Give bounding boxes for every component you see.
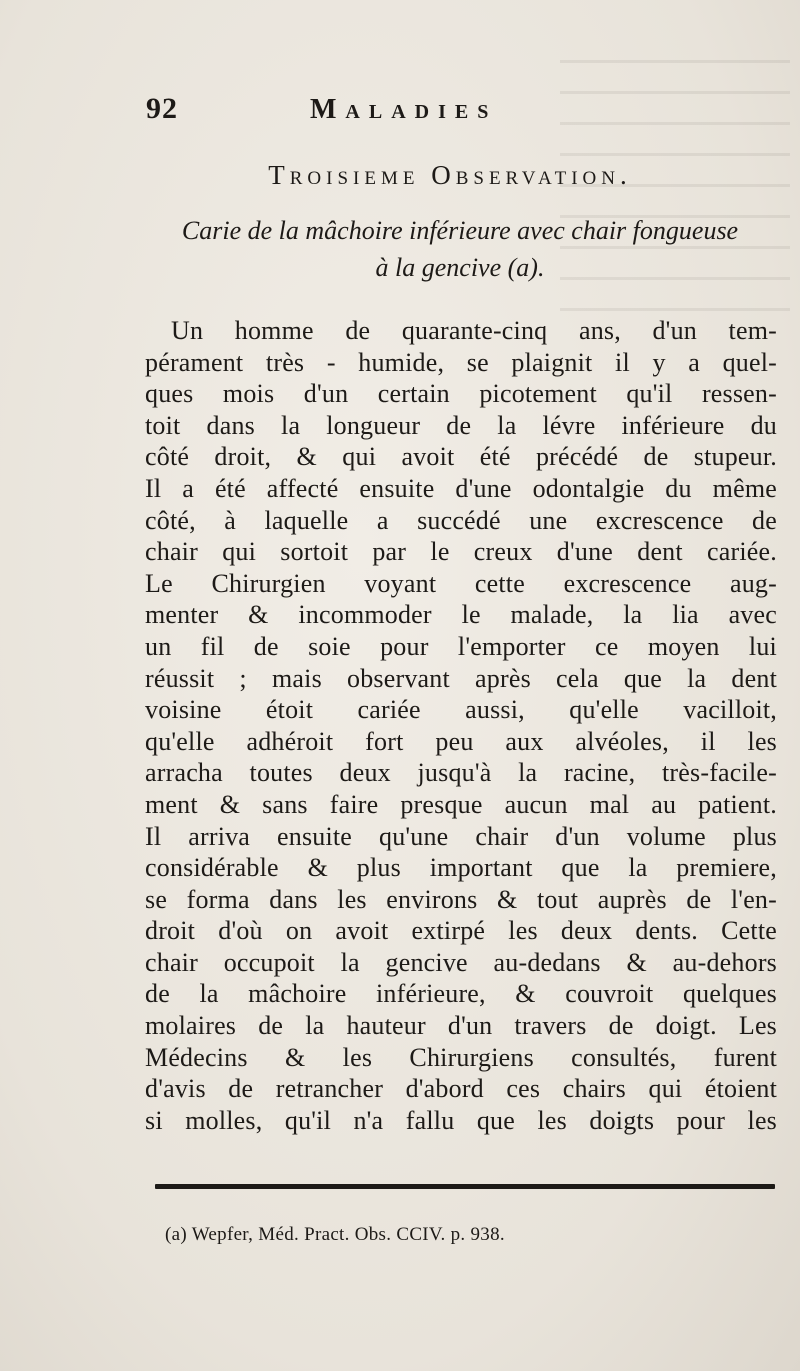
subtitle-line: à la gencive (a).	[375, 253, 545, 282]
body-line: pérament très - humide, se plaignit il y a quel-	[145, 347, 777, 377]
section-title: Troisieme Observation.	[268, 160, 632, 190]
body-line: voisine étoit cariée aussi, qu'elle vacilloit,	[145, 695, 777, 725]
body-line: Le Chirurgien voyant cette excrescence aug-	[145, 568, 777, 598]
body-line: côté droit, & qui avoit été précédé de stupeur.	[145, 442, 777, 472]
body-line: molaires de la hauteur d'un travers de doigt. Les	[145, 1011, 777, 1041]
body-line: qu'elle adhéroit fort peu aux alvéoles, il les	[145, 726, 777, 756]
observation-subtitle	[140, 212, 780, 286]
body-line: ques mois d'un certain picotement qu'il ressen-	[145, 379, 777, 409]
body-line: menter & incommoder le malade, la lia avec	[145, 600, 777, 630]
body-line: si molles, qu'il n'a fallu que les doigts pour les	[145, 1105, 777, 1135]
body-line: réussit ; mais observant après cela que la dent	[145, 663, 777, 693]
subtitle-line: Carie de la mâchoire inférieure avec chair fongueuse	[181, 216, 739, 245]
body-line: Un homme de quarante-cinq ans, d'un tem-	[171, 316, 777, 345]
body-line: ment & sans faire presque aucun mal au patient.	[145, 789, 777, 819]
running-head: Maladies	[310, 94, 498, 125]
body-line: côté, à laquelle a succédé une excrescence de	[145, 505, 777, 535]
page-number: 92	[146, 92, 178, 125]
body-line: arracha toutes deux jusqu'à la racine, très-facile-	[145, 758, 777, 788]
body-line: droit d'où on avoit extirpé les deux dents. Cette	[145, 916, 777, 946]
body-line: Il a été affecté ensuite d'une odontalgie du même	[145, 473, 777, 503]
page-header	[140, 92, 780, 132]
body-line: de la mâchoire inférieure, & couvroit quelques	[145, 979, 777, 1009]
body-line: Médecins & les Chirurgiens consultés, furent	[145, 1042, 777, 1072]
body-text	[145, 315, 777, 1136]
body-line: Il arriva ensuite qu'une chair d'un volume plus	[145, 821, 777, 851]
footnote: (a) Wepfer, Méd. Pract. Obs. CCIV. p. 938.	[165, 1224, 505, 1245]
body-line: se forma dans les environs & tout auprès de l'en-	[145, 884, 777, 914]
body-line: considérable & plus important que la premiere,	[145, 853, 777, 883]
body-line: chair qui sortoit par le creux d'une dent cariée.	[145, 537, 777, 567]
body-line: un fil de soie pour l'emporter ce moyen lui	[145, 631, 777, 661]
body-line: toit dans la longueur de la lévre inférieure du	[145, 410, 777, 440]
body-line: chair occupoit la gencive au-dedans & au-dehors	[145, 947, 777, 977]
footnote-rule	[155, 1184, 775, 1189]
body-line: d'avis de retrancher d'abord ces chairs qui étoient	[145, 1074, 777, 1104]
